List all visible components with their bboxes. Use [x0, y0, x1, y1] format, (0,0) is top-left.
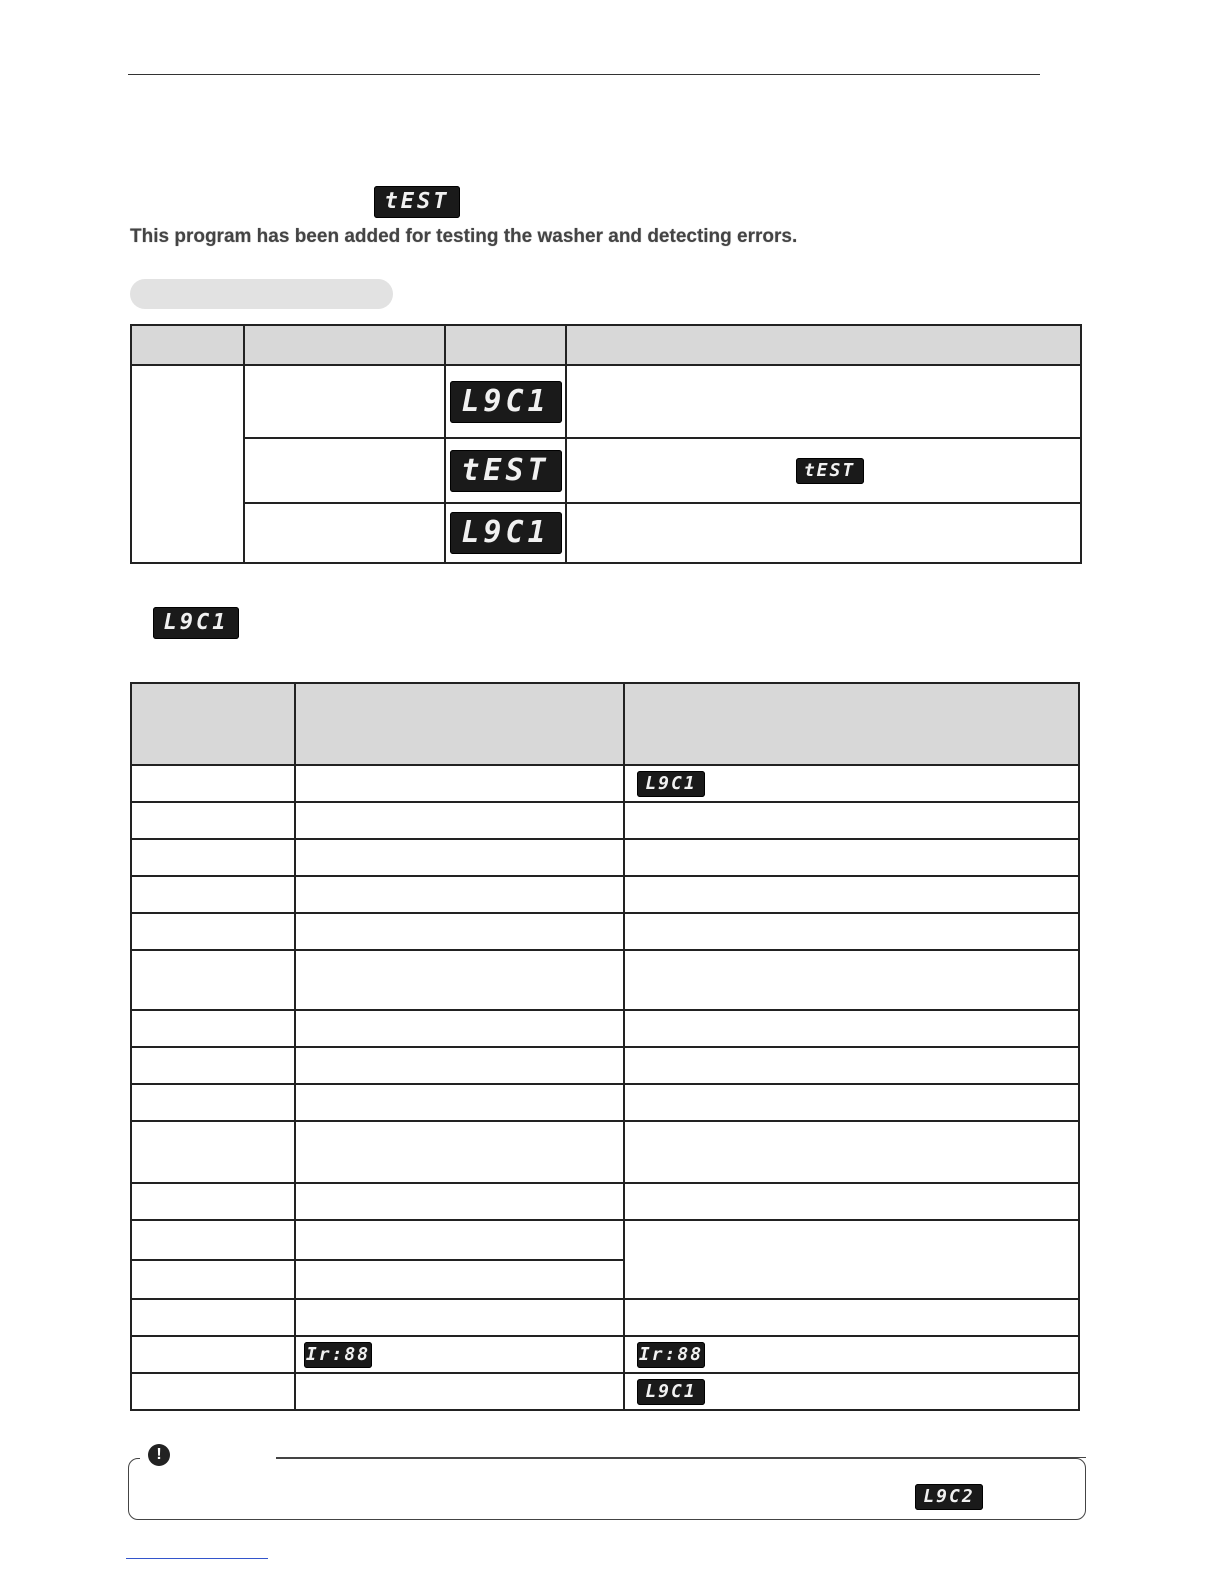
lcd-display: L9C1 [450, 512, 562, 554]
test-mode-display: tEST [374, 186, 460, 218]
table-cell [131, 765, 295, 802]
table-cell [295, 913, 624, 950]
table-cell [624, 876, 1079, 913]
table-cell [295, 1373, 624, 1410]
table-cell [131, 1260, 295, 1299]
table-header-row [131, 683, 1079, 765]
lcd-display-small: Ir:88 [304, 1342, 372, 1368]
table-row [131, 1336, 1079, 1373]
table-cell [295, 802, 624, 839]
lcd-display-small: tEST [796, 458, 864, 484]
section-display: L9C1 [153, 607, 239, 639]
header-rule [128, 74, 1040, 75]
table-row [131, 802, 1079, 839]
table-cell [295, 1299, 624, 1336]
table-cell [445, 365, 566, 438]
table-cell [624, 839, 1079, 876]
lcd-display-small: L9C1 [637, 1379, 705, 1405]
lcd-display: tEST [450, 450, 562, 492]
table-row [131, 1010, 1079, 1047]
table-cell [624, 1336, 1079, 1373]
table-cell [295, 1010, 624, 1047]
table-cell [131, 913, 295, 950]
table-cell [131, 950, 295, 1010]
table-header-cell [445, 325, 566, 365]
table-cell [566, 365, 1081, 438]
test-mode-table [130, 324, 1082, 564]
table-row [131, 1183, 1079, 1220]
table-cell [295, 1047, 624, 1084]
table-cell [131, 839, 295, 876]
table-cell [295, 1121, 624, 1183]
table-cell [131, 1121, 295, 1183]
table-cell [295, 1084, 624, 1121]
table-row [131, 1084, 1079, 1121]
lcd-display-small: L9C1 [637, 771, 705, 797]
exclamation-icon: ! [148, 1444, 170, 1466]
table-cell [244, 438, 445, 503]
table-cell [624, 1047, 1079, 1084]
table-cell [295, 950, 624, 1010]
intro-text: This program has been added for testing the washer and detecting errors. [130, 226, 798, 247]
table-row [131, 365, 1081, 438]
table-header-cell [131, 325, 244, 365]
table-header-cell [244, 325, 445, 365]
table-cell [445, 438, 566, 503]
table-cell [624, 913, 1079, 950]
table-cell [295, 765, 624, 802]
table-row [131, 438, 1081, 503]
table-row [131, 1299, 1079, 1336]
table-cell [624, 1084, 1079, 1121]
table-cell [624, 765, 1079, 802]
table-row [131, 950, 1079, 1010]
table-cell [624, 950, 1079, 1010]
table-cell [295, 1336, 624, 1373]
table-cell [624, 1373, 1079, 1410]
note-title-rule [276, 1457, 1086, 1458]
table-header-cell [566, 325, 1081, 365]
table-header-cell [295, 683, 624, 765]
table-cell [131, 1183, 295, 1220]
note-display: L9C2 [915, 1484, 983, 1510]
lcd-display-small: Ir:88 [637, 1342, 705, 1368]
table-cell [445, 503, 566, 563]
table-cell [131, 1373, 295, 1410]
table-cell [295, 1183, 624, 1220]
table-cell [131, 1299, 295, 1336]
table-cell [295, 876, 624, 913]
table-cell [624, 1183, 1079, 1220]
table-row [131, 1220, 1079, 1260]
test-step-table [130, 682, 1080, 1411]
table-row [131, 913, 1079, 950]
table-cell [131, 1047, 295, 1084]
table-header-cell [131, 683, 295, 765]
table-cell [566, 503, 1081, 563]
table-row [131, 1121, 1079, 1183]
table-cell [624, 1220, 1079, 1299]
table-cell [131, 1220, 295, 1260]
table-cell [131, 802, 295, 839]
table-row [131, 839, 1079, 876]
table-cell [295, 839, 624, 876]
table-cell [624, 1121, 1079, 1183]
table-row [131, 876, 1079, 913]
table-row [131, 1373, 1079, 1410]
table-header-cell [624, 683, 1079, 765]
table-row [131, 503, 1081, 563]
table-cell [295, 1220, 624, 1260]
table-cell [131, 1084, 295, 1121]
table-cell [295, 1260, 624, 1299]
table-cell [566, 438, 1081, 503]
table-cell [131, 365, 244, 563]
table-cell [244, 503, 445, 563]
lcd-display: L9C1 [450, 381, 562, 423]
footer-link-underline[interactable] [126, 1558, 268, 1559]
table-cell [131, 876, 295, 913]
table-cell [131, 1336, 295, 1373]
table-row [131, 765, 1079, 802]
table-cell [244, 365, 445, 438]
section-heading-pill [130, 279, 393, 309]
table-cell [624, 1299, 1079, 1336]
table-cell [624, 802, 1079, 839]
table-cell [624, 1010, 1079, 1047]
table-row [131, 1047, 1079, 1084]
table-header-row [131, 325, 1081, 365]
table-cell [131, 1010, 295, 1047]
